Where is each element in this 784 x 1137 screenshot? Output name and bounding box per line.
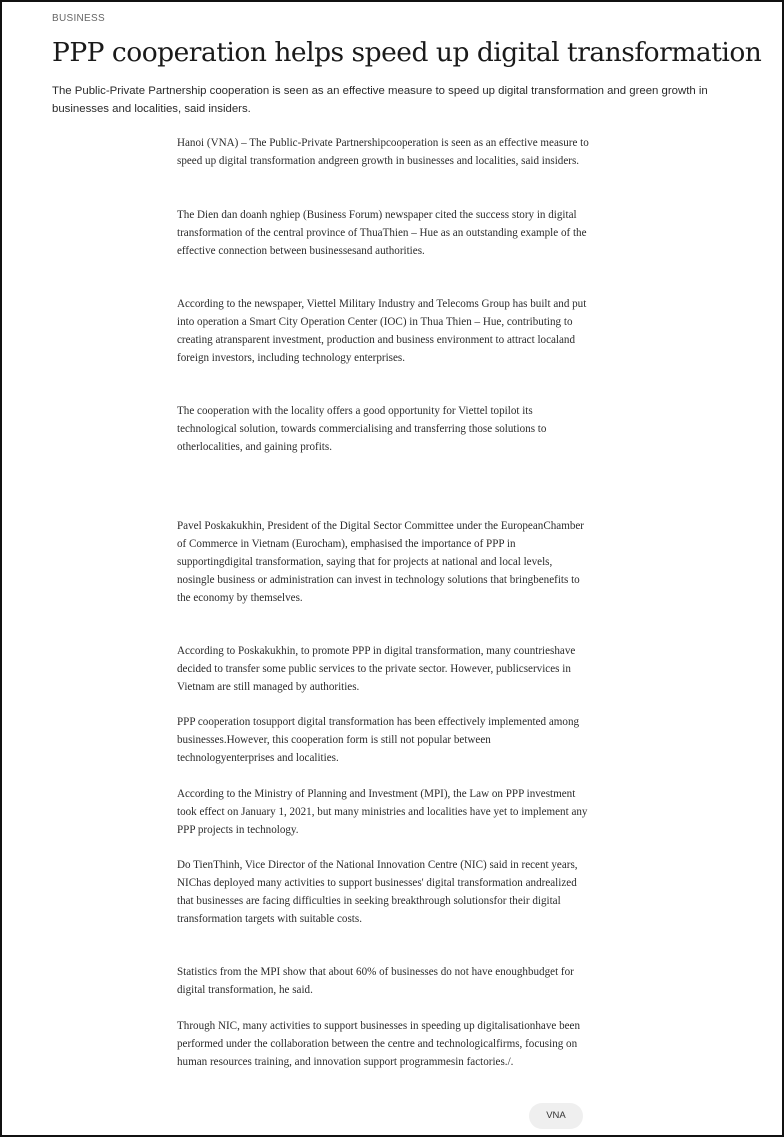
source-tag-button[interactable]: VNA	[529, 1103, 583, 1129]
article-paragraph-10: Statistics from the MPI show that about 60% of businesses do not have enoughbudget for digital transformation, he said.	[177, 966, 574, 996]
article-paragraph-8: According to the Ministry of Planning and Investment (MPI), the Law on PPP investment took effect on January 1, 2021, but many ministries and localities have yet to implement any PPP projects in technology.	[177, 788, 588, 836]
category-label[interactable]: BUSINESS	[52, 13, 105, 24]
article-paragraph-6: According to Poskakukhin, to promote PPP in digital transformation, many countrieshave decided to transfer some public services to the private sector. However, publicservices in Vietnam are still managed by authorities.	[177, 645, 576, 693]
article-paragraph-3: According to the newspaper, Viettel Military Industry and Telecoms Group has built and put into operation a Smart City Operation Center (IOC) in Thua Thien – Hue, contributing to creating atransparent investment, production and business environment to attract localand foreign investors, including technology enterprises.	[177, 298, 587, 364]
article-paragraph-7: PPP cooperation tosupport digital transformation has been effectively implemented among businesses.However, this cooperation form is still not popular between technologyenterprises and localities.	[177, 716, 580, 764]
article-paragraph-4: The cooperation with the locality offers a good opportunity for Viettel topilot its technological solution, towards commercialising and transferring those solutions to otherlocalities, and gaining profits.	[177, 405, 547, 453]
article-headline: PPP cooperation helps speed up digital transformation	[52, 37, 762, 68]
article-paragraph-9: Do TienThinh, Vice Director of the National Innovation Centre (NIC) said in recent years, NIChas deployed many activities to support businesses' digital transformation andrealized that businesses are facing difficulties in seeking breakthrough solutionsfor their digital transformation targets with suitable costs.	[177, 859, 578, 925]
article-paragraph-2: The Dien dan doanh nghiep (Business Forum) newspaper cited the success story in digital transformation of the central province of ThuaThien – Hue as an outstanding example of the effective connection between businessesand authorities.	[177, 209, 587, 257]
article-paragraph-1: Hanoi (VNA) – The Public-Private Partnershipcooperation is seen as an effective measure to speed up digital transformation andgreen growth in businesses and localities, said insiders.	[177, 137, 589, 167]
article-paragraph-5: Pavel Poskakukhin, President of the Digital Sector Committee under the EuropeanChamber of Commerce in Vietnam (Eurocham), emphasised the importance of PPP in supportingdigital transformation, saying that for projects at national and local levels, nosingle business or administration can invest in technology solutions that bringbenefits to the economy by themselves.	[177, 520, 584, 604]
article-lede: The Public-Private Partnership cooperation is seen as an effective measure to speed up digital transformation and green growth in businesses and localities, said insiders.	[52, 85, 708, 115]
article-paragraph-11: Through NIC, many activities to support businesses in speeding up digitalisationhave been performed under the collaboration between the centre and technologicalfirms, focusing on human resources training, and innovation support programmesin factories./.	[177, 1020, 581, 1068]
